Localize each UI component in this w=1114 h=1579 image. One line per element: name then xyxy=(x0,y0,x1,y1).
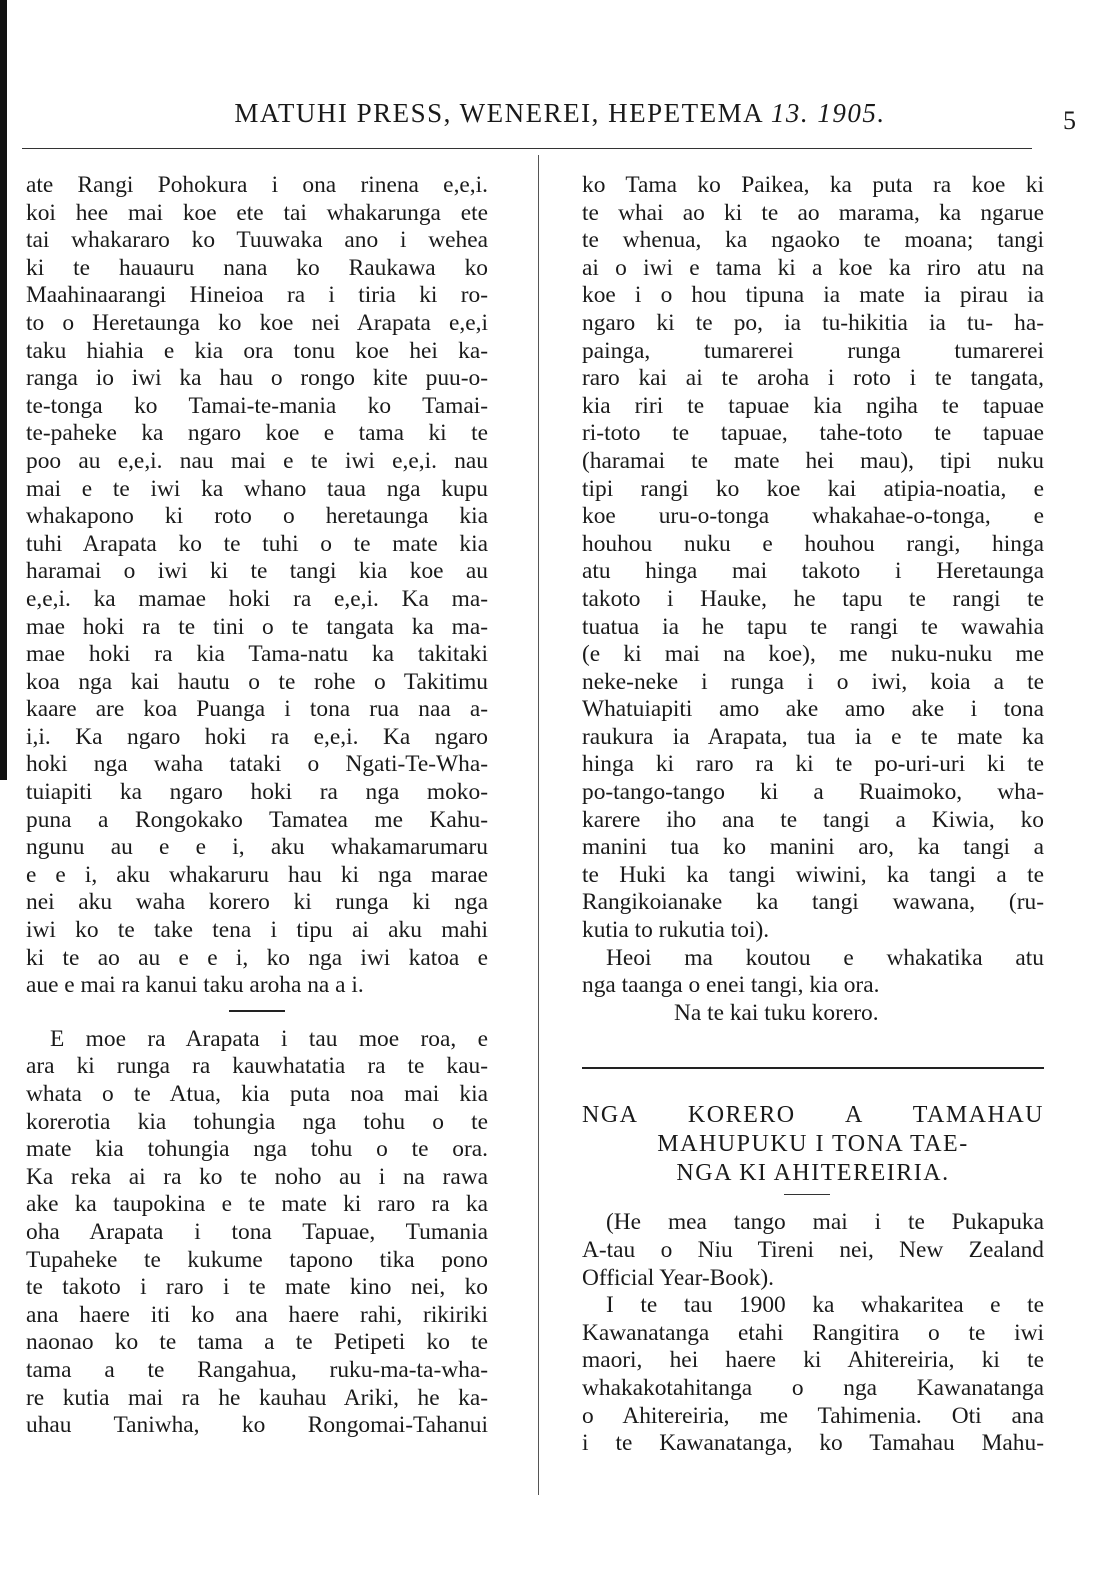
text-line: ranga io iwi ka hau o rongo kite puu-o- xyxy=(26,365,488,392)
text-line: uhau Taniwha, ko Rongomai-Tahanui xyxy=(26,1412,488,1439)
text-line: Rangikoianake ka tangi wawana, (ru- xyxy=(582,889,1044,916)
text-line: neke-neke i runga i o iwi, koia a te xyxy=(582,668,1044,695)
text-line: ngaro ki te po, ia tu-hikitia ia tu- ha- xyxy=(582,309,1044,336)
text-line: haramai o iwi ki te tangi kia koe au xyxy=(26,558,488,585)
text-line: i,i. Ka ngaro hoki ra e,e,i. Ka ngaro xyxy=(26,723,488,750)
text-line: tuhi Arapata ko te tuhi o te mate kia xyxy=(26,530,488,557)
text-line: nga taanga o enei tangi, kia ora. xyxy=(582,972,880,999)
right-paragraph-2 xyxy=(582,945,1044,1000)
text-line: ngunu au e e i, aku whakamarumaru xyxy=(26,834,488,861)
text-line: te-paheke ka ngaro koe e tama ki te xyxy=(26,420,488,447)
text-line: mate kia tohungia nga tohu o te ora. xyxy=(26,1136,488,1163)
text-line: Whatuiapiti amo ake amo ake i tona xyxy=(582,696,1044,723)
text-line: hoki nga waha tataki o Ngati-Te-Wha- xyxy=(26,751,488,778)
text-line: whata o te Atua, kia puta noa mai kia xyxy=(26,1081,488,1107)
text-line: koi hee mai koe ete tai whakarunga ete xyxy=(26,199,488,226)
left-column xyxy=(26,172,488,1440)
text-line: kia riri te tapuae kia ngiha te tapuae xyxy=(582,392,1044,419)
right-paragraph-4 xyxy=(582,1292,1044,1458)
text-line: hinga ki raro ra ki te po-uri-uri ki te xyxy=(582,751,1044,778)
text-line: po-tango-tango ki a Ruaimoko, wha- xyxy=(582,779,1044,806)
text-line: o Ahitereiria, me Tahimenia. Oti ana xyxy=(582,1402,1044,1429)
text-line: painga, tumarerei runga tumarerei xyxy=(582,337,1044,364)
text-line: mae hoki ra kia Tama-natu ka takitaki xyxy=(26,641,488,668)
text-line: kutia to rukutia toi). xyxy=(582,917,770,944)
text-line: Tupaheke te kukume tapono tika pono xyxy=(26,1246,488,1273)
text-line: poo au e,e,i. nau mai e te iwi e,e,i. nau xyxy=(26,447,488,474)
text-line: ara ki runga ra kauwhatatia ra te kau- xyxy=(26,1053,488,1080)
text-line: Maahinaarangi Hineioa ra i tiria ki ro- xyxy=(26,282,488,309)
text-line: i te Kawanatanga, ko Tamahau Mahu- xyxy=(582,1430,1044,1457)
text-line: tuatua ia he tapu te rangi te wawahia xyxy=(582,613,1044,640)
text-line: aue e mai ra kanui taku aroha na a i. xyxy=(26,972,364,999)
heading-line: NGA KI AHITEREIRIA. xyxy=(676,1160,950,1187)
text-line: nei aku waha korero ki runga ki nga xyxy=(26,889,488,916)
text-line: whakapono ki roto o heretaunga kia xyxy=(26,503,488,530)
masthead-title xyxy=(30,98,1090,129)
text-line: tai whakararo ko Tuuwaka ano i wehea xyxy=(26,227,488,254)
page-header xyxy=(30,98,1090,138)
heading-line: MAHUPUKU I TONA TAE- xyxy=(657,1131,969,1158)
text-line: Kawanatanga etahi Rangitira o te iwi xyxy=(582,1319,1044,1346)
right-paragraph-3 xyxy=(582,1209,1044,1292)
text-line: karere iho ana te tangi a Kiwia, ko xyxy=(582,806,1044,833)
signature-line: Na te kai tuku korero. xyxy=(674,999,879,1026)
text-line: Official Year-Book). xyxy=(582,1264,775,1291)
text-line: tama a te Rangahua, ruku-ma-ta-wha- xyxy=(26,1356,488,1383)
right-column xyxy=(582,172,1044,1458)
left-paragraph-1 xyxy=(26,172,488,1000)
text-line: te whai ao ki te ao marama, ka ngarue xyxy=(582,199,1044,226)
separator-rule xyxy=(229,1010,285,1012)
text-line: mae hoki ra te tini o te tangata ka ma- xyxy=(26,613,488,640)
text-line: houhou nuku e houhou rangi, hinga xyxy=(582,530,1044,557)
left-paragraph-2 xyxy=(26,1026,488,1440)
text-line: I te tau 1900 ka whakaritea e te xyxy=(606,1292,1044,1319)
heading-line: NGA KORERO A TAMAHAU xyxy=(582,1102,1044,1129)
text-line: ri-toto te tapuae, tahe-toto te tapuae xyxy=(582,420,1044,447)
text-line: A-tau o Niu Tireni nei, New Zealand xyxy=(582,1237,1044,1263)
text-line: korerotia kia tohungia nga tohu o te xyxy=(26,1108,488,1135)
text-line: ki te hauauru nana ko Raukawa ko xyxy=(26,254,488,281)
right-paragraph-1 xyxy=(582,172,1044,945)
text-line: te whenua, ka ngaoko te moana; tangi xyxy=(582,227,1044,254)
issue-date: 13. 1905. xyxy=(770,98,886,128)
text-line: te Huki ka tangi wiwini, ka tangi a te xyxy=(582,861,1044,888)
text-line: E moe ra Arapata i tau moe roa, e xyxy=(50,1025,488,1052)
text-line: (e ki mai na koe), me nuku-nuku me xyxy=(582,641,1044,668)
column-divider xyxy=(538,155,539,1495)
text-line: whakakotahitanga o nga Kawanatanga xyxy=(582,1374,1044,1401)
text-line: koe uru-o-tonga whakahae-o-tonga, e xyxy=(582,503,1044,530)
text-line: tuiapiti ka ngaro hoki ra nga moko- xyxy=(26,779,488,806)
text-line: ana haere iti ko ana haere rahi, rikiriki xyxy=(26,1301,488,1328)
heading-rule xyxy=(784,1194,830,1195)
text-line: takoto i Hauke, he tapu te rangi te xyxy=(582,585,1044,612)
text-line: Ka reka ai ra ko te noho au i na rawa xyxy=(26,1163,488,1190)
text-line: (haramai te mate hei mau), tipi nuku xyxy=(582,447,1044,474)
text-line: te takoto i raro i te mate kino nei, ko xyxy=(26,1274,488,1301)
text-line: e e i, aku whakaruru hau ki nga marae xyxy=(26,861,488,888)
text-line: raukura ia Arapata, tua ia e te mate ka xyxy=(582,723,1044,750)
text-line: koe i o hou tipuna ia mate ia pirau ia xyxy=(582,282,1044,309)
text-line: taku hiahia e kia ora tonu koe hei ka- xyxy=(26,337,488,364)
text-line: maori, hei haere ki Ahitereiria, ki te xyxy=(582,1347,1044,1374)
masthead-text: MATUHI PRESS, WENEREI, HEPETEMA xyxy=(234,98,763,128)
text-line: ai o iwi e tama ki a koe ka riro atu na xyxy=(582,254,1044,281)
page-edge-shadow xyxy=(0,0,7,780)
text-line: ate Rangi Pohokura i ona rinena e,e,i. xyxy=(26,172,488,198)
text-line: kaare are koa Puanga i tona rua naa a- xyxy=(26,696,488,723)
text-line: puna a Rongokako Tamatea me Kahu- xyxy=(26,806,488,833)
text-line: atu hinga mai takoto i Heretaunga xyxy=(582,558,1044,585)
section-rule xyxy=(582,1067,1044,1069)
text-line: to o Heretaunga ko koe nei Arapata e,e,i xyxy=(26,309,488,336)
text-line: naonao ko te tama a te Petipeti ko te xyxy=(26,1329,488,1356)
section-heading xyxy=(582,1101,1044,1188)
text-line: koa nga kai hautu o te rohe o Takitimu xyxy=(26,668,488,695)
text-line: ko Tama ko Paikea, ka puta ra koe ki xyxy=(582,172,1044,198)
text-line: ki te ao au e e i, ko nga iwi katoa e xyxy=(26,944,488,971)
text-line: ake ka taupokina e te mate ki raro ra ka xyxy=(26,1191,488,1218)
text-line: (He mea tango mai i te Pukapuka xyxy=(606,1209,1044,1236)
text-line: mai e te iwi ka whano taua nga kupu xyxy=(26,475,488,502)
text-line: raro kai ai te aroha i roto i te tangata, xyxy=(582,365,1044,392)
text-line: iwi ko te take tena i tipu ai aku mahi xyxy=(26,917,488,944)
text-line: manini tua ko manini aro, ka tangi a xyxy=(582,834,1044,861)
text-line: re kutia mai ra he kauhau Ariki, he ka- xyxy=(26,1384,488,1411)
header-rule xyxy=(22,148,1032,149)
text-line: tipi rangi ko koe kai atipia-noatia, e xyxy=(582,475,1044,502)
text-line: e,e,i. ka mamae hoki ra e,e,i. Ka ma- xyxy=(26,585,488,612)
text-line: Heoi ma koutou e whakatika atu xyxy=(606,944,1044,971)
page-number: 5 xyxy=(1063,106,1076,135)
text-line: oha Arapata i tona Tapuae, Tumania xyxy=(26,1218,488,1245)
text-line: te-tonga ko Tamai-te-mania ko Tamai- xyxy=(26,392,488,419)
